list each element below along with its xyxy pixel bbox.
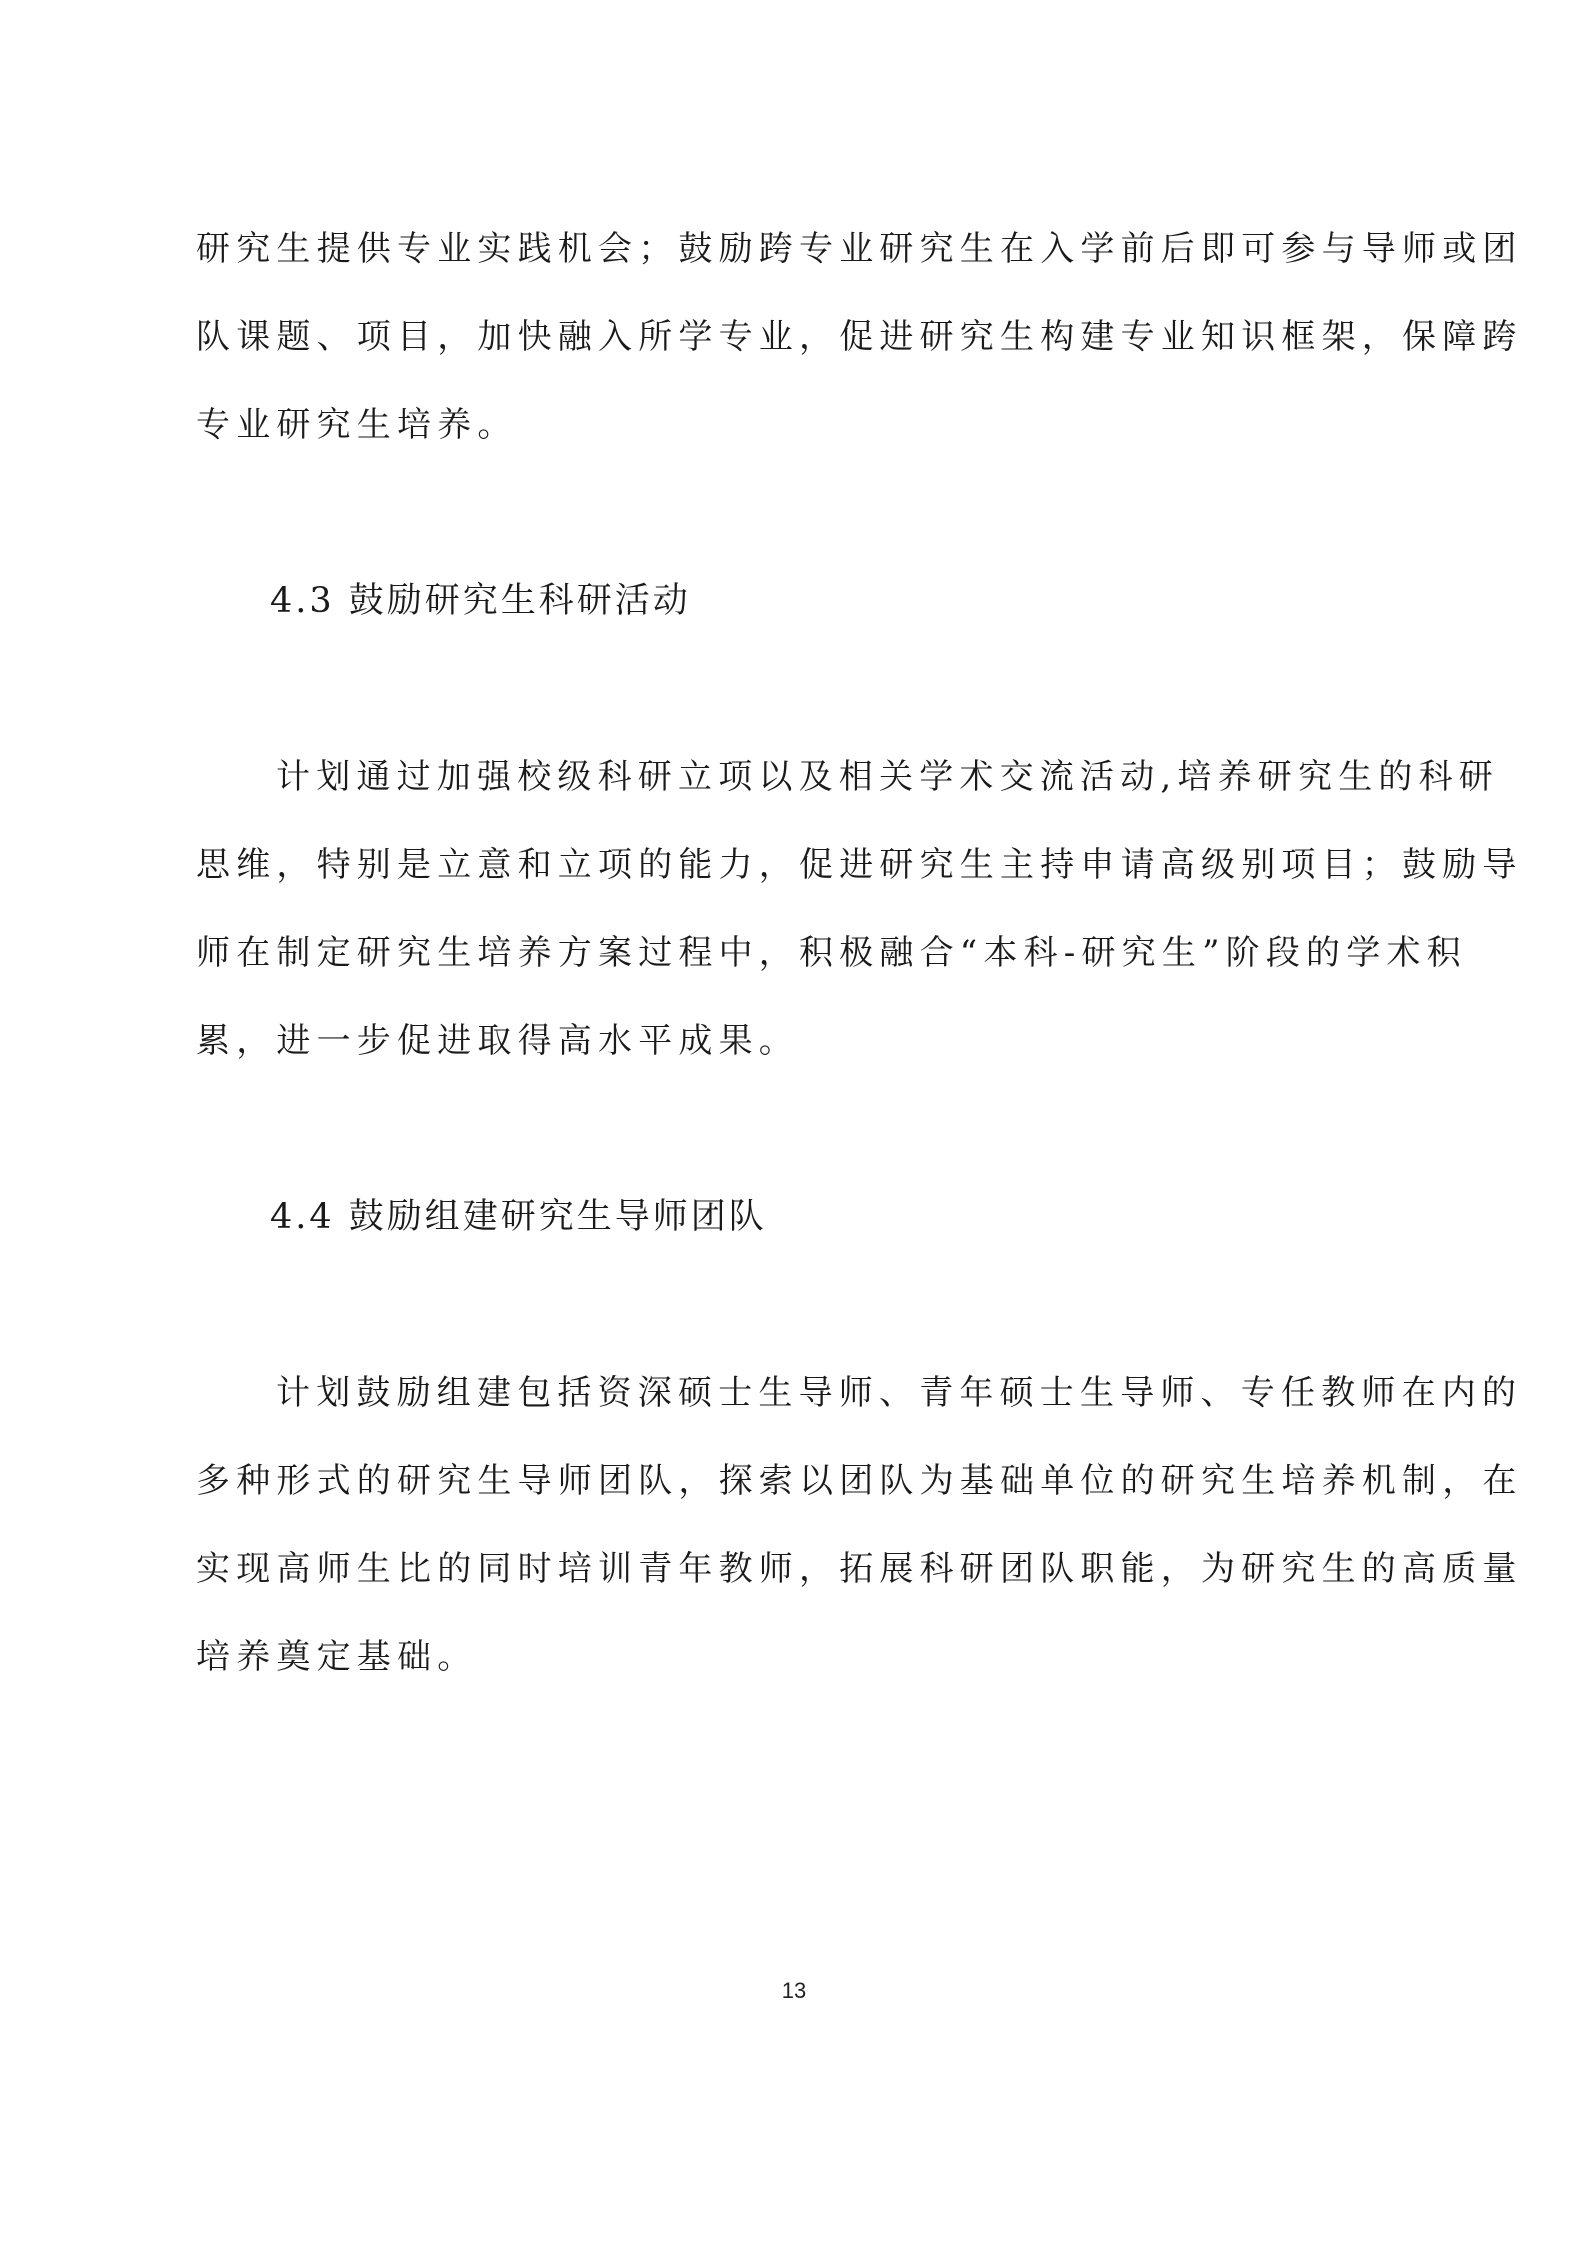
paragraph-line: 研究生提供专业实践机会；鼓励跨专业研究生在入学前后即可参与导师或团 [196, 229, 1523, 269]
paragraph-line: 实现高师生比的同时培训青年教师，拓展科研团队职能，为研究生的高质量 [196, 1549, 1523, 1589]
paragraph-line: 培养奠定基础。 [196, 1637, 478, 1677]
paragraph-line: 师在制定研究生培养方案过程中，积极融合“本科-研究生”阶段的学术积 [196, 933, 1467, 973]
paragraph-line: 思维，特别是立意和立项的能力，促进研究生主持申请高级别项目；鼓励导 [196, 845, 1523, 885]
paragraph-line: 计划通过加强校级科研立项以及相关学术交流活动,培养研究生的科研 [276, 757, 1500, 797]
section-heading: 4.3 鼓励研究生科研活动 [270, 581, 691, 621]
paragraph [196, 205, 1523, 469]
spacer [196, 1085, 1416, 1173]
spacer [196, 1261, 1416, 1349]
spacer [196, 469, 1416, 557]
paragraph-line: 多种形式的研究生导师团队，探索以团队为基础单位的研究生培养机制，在 [196, 1461, 1523, 1501]
section-heading: 4.4 鼓励组建研究生导师团队 [270, 1197, 767, 1237]
paragraph [196, 733, 1523, 1085]
paragraph-line: 专业研究生培养。 [196, 405, 518, 445]
paragraph [196, 1349, 1523, 1701]
spacer [196, 645, 1416, 733]
paragraph-line: 累，进一步促进取得高水平成果。 [196, 1021, 799, 1061]
page-number: 13 [781, 1978, 807, 2003]
page-content [196, 205, 1523, 1701]
paragraph-line: 计划鼓励组建包括资深硕士生导师、青年硕士生导师、专任教师在内的 [276, 1373, 1523, 1413]
paragraph-line: 队课题、项目，加快融入所学专业，促进研究生构建专业知识框架，保障跨 [196, 317, 1523, 357]
